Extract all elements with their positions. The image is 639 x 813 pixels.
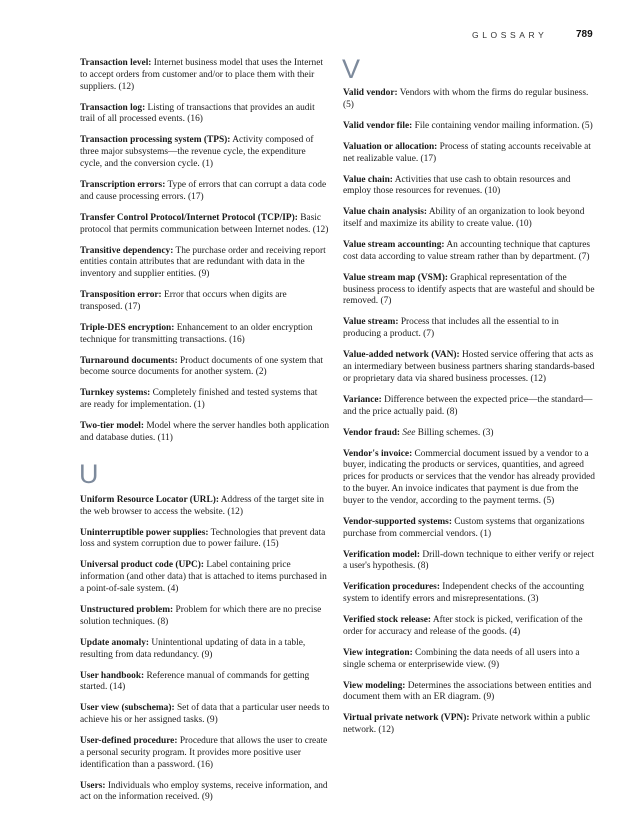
glossary-entry [80, 703, 330, 727]
glossary-entry [343, 681, 596, 705]
glossary-definition: Reference manual of commands for getting started. (14) [80, 670, 310, 693]
glossary-definition: Activities that use cash to obtain resources and employ those resources for revenues. (10) [343, 174, 571, 197]
section-letter-v: V [342, 54, 361, 84]
glossary-entry [80, 356, 330, 380]
glossary-definition: Graphical representation of the business process to identify aspects that are wasteful and should be removed. (7) [343, 272, 595, 307]
glossary-term: Value stream accounting: [343, 240, 445, 251]
glossary-term: Update anomaly: [80, 637, 150, 648]
glossary-definition: Error that occurs when digits are transposed. (17) [80, 290, 287, 312]
glossary-definition: The purchase order and receiving report entities contain attributes that are redundant with data in the inventory and supplier entities. (9) [80, 245, 326, 280]
glossary-definition: Independent checks of the accounting system to identify errors and misrepresentations. (3) [343, 582, 584, 605]
glossary-definition: Process of stating accounts receivable at net realizable value. (17) [343, 141, 591, 164]
glossary-term: Turnaround documents: [80, 355, 178, 366]
glossary-definition: Basic protocol that permits communication between Internet nodes. (12) [80, 212, 329, 235]
glossary-entry [80, 495, 330, 519]
glossary-entry [80, 58, 330, 93]
entries-u-group [80, 495, 330, 804]
glossary-definition: Hosted service offering that acts as an intermediary between business partners sharing standards-based or proprietary data via shared business processes. (12) [343, 350, 595, 384]
glossary-definition: Enhancement to an older encryption technique for transmitting transactions. (16) [80, 322, 313, 345]
glossary-term: Valid vendor: [343, 88, 398, 98]
glossary-definition: Process that includes all the essential to in producing a product. (7) [343, 317, 559, 340]
glossary-entry [343, 207, 596, 231]
glossary-entry [343, 713, 596, 737]
glossary-definition: Unintentional updating of data in a table, resulting from data redundancy. (9) [80, 637, 306, 660]
glossary-entry [343, 142, 596, 166]
glossary-term: Vendor's invoice: [343, 448, 413, 459]
glossary-term: Valid vendor file: [343, 120, 413, 131]
glossary-term: Uninterruptible power supplies: [80, 527, 209, 538]
glossary-term: Transaction processing system (TPS): [80, 135, 231, 146]
glossary-term: Transcription errors: [80, 179, 166, 190]
glossary-term: Variance: [343, 394, 382, 405]
glossary-entry [80, 388, 330, 412]
glossary-definition: Completely finished and tested systems that are ready for implementation. (1) [80, 388, 318, 411]
glossary-term: Triple-DES encryption: [80, 322, 175, 333]
glossary-entry [80, 560, 330, 595]
glossary-entry [80, 213, 330, 237]
glossary-definition: Determines the associations between entities and document them with an ER diagram. (9) [343, 680, 592, 703]
glossary-definition: Commercial document issued by a vendor to a buyer, indicating the products or services, quantities, and agreed prices for products or services that the vendor has already provided to the buyer. An invoice indicates that payment is due from the buyer to the vendor, according to the payment terms. (5) [343, 448, 595, 506]
glossary-entry [80, 736, 330, 771]
glossary-term: Vendor-supported systems: [343, 516, 452, 527]
glossary-entry [343, 350, 596, 385]
glossary-definition: Drill-down technique to either verify or reject a user's hypothesis. (8) [343, 549, 595, 572]
glossary-term: View integration: [343, 647, 413, 658]
glossary-entry [80, 103, 330, 127]
glossary-entry [343, 449, 596, 508]
glossary-term: Value-added network (VAN): [343, 350, 460, 361]
glossary-entry [80, 323, 330, 347]
glossary-term: Transaction level: [80, 58, 152, 68]
glossary-entry [343, 121, 596, 133]
glossary-term: Vendor fraud: [343, 427, 401, 438]
glossary-entry [343, 648, 596, 672]
page-number: 789 [576, 29, 593, 40]
glossary-entry [343, 175, 596, 199]
running-head-section: GLOSSARY [472, 30, 548, 40]
glossary-term: Value stream: [343, 317, 399, 328]
see-reference: See [402, 427, 416, 438]
glossary-term: Virtual private network (VPN): [343, 713, 470, 724]
section-letter-u: U [79, 458, 99, 489]
glossary-entry [80, 246, 330, 281]
glossary-term: User handbook: [80, 670, 145, 681]
glossary-term: Transaction log: [80, 102, 146, 113]
glossary-definition: After stock is picked, verification of the order for accuracy and release of the goods. (4) [343, 615, 583, 637]
glossary-term: User-defined procedure: [80, 736, 178, 747]
glossary-entry [343, 273, 596, 308]
glossary-definition: An accounting technique that captures cost data according to value stream rather than by department. (7) [343, 240, 591, 262]
glossary-definition: Procedure that allows the user to create a personal security program. It provides more positive user identification than a password. (16) [80, 736, 328, 770]
glossary-term: Value stream map (VSM): [343, 272, 448, 283]
glossary-entry [80, 638, 330, 662]
glossary-entry [343, 517, 596, 541]
glossary-term: Valuation or allocation: [343, 141, 438, 152]
glossary-entry [80, 605, 330, 629]
glossary-term: User view (subschema): [80, 703, 175, 714]
glossary-term: Unstructured problem: [80, 604, 174, 615]
glossary-definition: Internet business model that uses the Internet to accept orders from customer and/or to place them with their suppliers. (12) [80, 58, 324, 92]
glossary-entry [343, 88, 596, 112]
glossary-definition: File containing vendor mailing information. (5) [412, 120, 593, 131]
glossary-term: Turnkey systems: [80, 388, 151, 399]
glossary-entry [343, 582, 596, 606]
glossary-entry [80, 421, 330, 445]
glossary-definition: Difference between the expected price—the standard—and the price actually paid. (8) [343, 394, 593, 417]
glossary-definition: Product documents of one system that become source documents for another system. (2) [80, 355, 323, 378]
glossary-definition: Individuals who employ systems, receive information, and act on the information received. (9) [80, 780, 328, 803]
entries-t-group [80, 58, 330, 445]
glossary-term: Value chain: [343, 174, 393, 185]
glossary-term: Users: [80, 780, 106, 791]
glossary-entry [343, 240, 596, 264]
glossary-definition: Billing schemes. (3) [415, 427, 494, 438]
glossary-entry [80, 781, 330, 805]
glossary-entry [343, 317, 596, 341]
glossary-definition: Technologies that prevent data loss and system corruption due to power failure. (15) [80, 527, 326, 550]
glossary-entry [80, 671, 330, 695]
glossary-definition: Combining the data needs of all users into a single schema or enterprisewide view. (9) [343, 647, 580, 670]
glossary-entry [343, 615, 596, 639]
glossary-term: Transfer Control Protocol/Internet Protocol (TCP/IP): [80, 212, 298, 223]
glossary-term: Two-tier model: [80, 421, 144, 432]
glossary-term: Transitive dependency: [80, 245, 174, 256]
glossary-definition: Ability of an organization to look beyond itself and maximize its ability to create value. (10) [343, 207, 585, 230]
glossary-term: Verification procedures: [343, 582, 440, 593]
glossary-entry [343, 428, 596, 440]
glossary-definition: Type of errors that can corrupt a data code and cause processing errors. (17) [80, 179, 327, 202]
glossary-term: Value chain analysis: [343, 207, 428, 218]
entries-v-group [343, 88, 596, 737]
glossary-term: Verified stock release: [343, 615, 431, 626]
glossary-term: View modeling: [343, 680, 406, 691]
glossary-definition: Activity composed of three major subsystems—the revenue cycle, the expenditure cycle, and the conversion cycle. (1) [80, 135, 314, 169]
glossary-definition: Model where the server handles both application and database duties. (11) [80, 421, 330, 443]
glossary-definition: Label containing price information (and other data) that is attached to items purchased in a point-of-sale system. (4) [80, 560, 327, 594]
glossary-definition: Vendors with whom the firms do regular business. (5) [343, 88, 589, 110]
glossary-definition: Set of data that a particular user needs to achieve his or her assigned tasks. (9) [80, 703, 330, 726]
glossary-definition: Problem for which there are no precise solution techniques. (8) [80, 604, 322, 627]
glossary-term: Transposition error: [80, 290, 162, 301]
glossary-entry [80, 135, 330, 170]
glossary-entry [343, 550, 596, 574]
glossary-entry [343, 395, 596, 419]
left-column [80, 58, 330, 813]
running-head [0, 30, 639, 44]
glossary-definition: Private network within a public network. (12) [343, 713, 591, 736]
glossary-definition: Address of the target site in the web browser to access the website. (12) [80, 494, 324, 517]
glossary-term: Verification model: [343, 549, 420, 560]
glossary-term: Universal product code (UPC): [80, 560, 205, 571]
glossary-entry [80, 290, 330, 314]
glossary-entry [80, 528, 330, 552]
right-column [342, 54, 596, 746]
glossary-term: Uniform Resource Locator (URL): [80, 494, 219, 505]
glossary-definition: Custom systems that organizations purchase from commercial vendors. (1) [343, 516, 585, 539]
glossary-definition: Listing of transactions that provides an audit trail of all processed events. (16) [80, 102, 315, 125]
glossary-entry [80, 180, 330, 204]
